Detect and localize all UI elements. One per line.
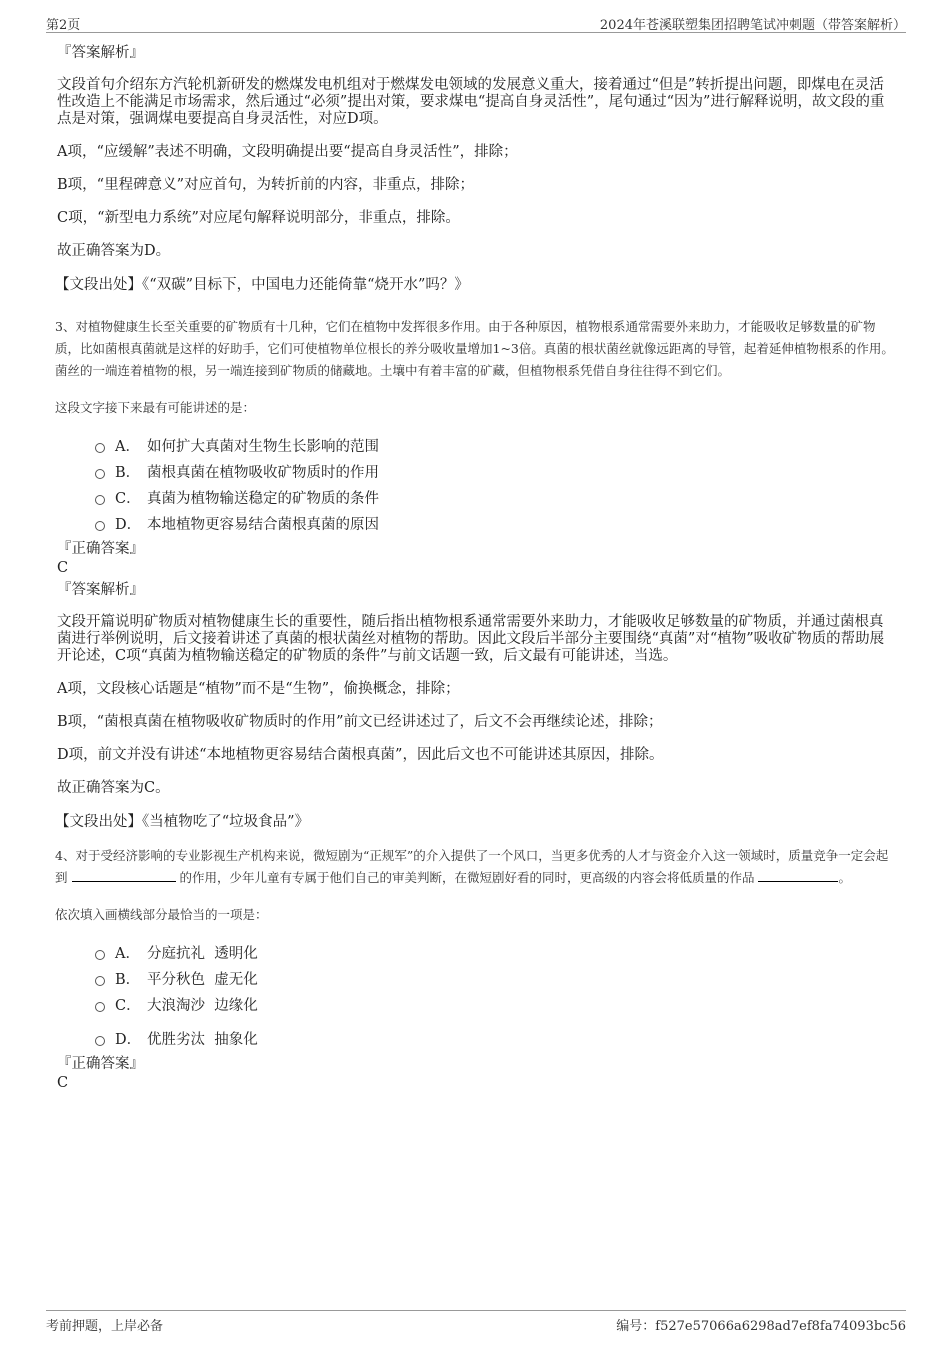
q3-option-d[interactable]: D． 本地植物更容易结合菌根真菌的原因 xyxy=(95,510,895,536)
q2-option-a-explanation: A项，“应缓解”表述不明确，文段明确提出要“提高自身灵活性”，排除； xyxy=(57,144,518,160)
q3-option-b[interactable]: B． 菌根真菌在植物吸收矿物质时的作用 xyxy=(95,458,895,484)
document-body xyxy=(55,44,895,1096)
radio-icon[interactable] xyxy=(95,1036,105,1046)
q4-option-c[interactable]: C． 大浪淘沙 边缘化 xyxy=(95,991,895,1017)
q3-option-a[interactable]: A． 如何扩大真菌对生物生长影响的范围 xyxy=(95,432,895,458)
q3-analysis-tag: 『答案解析』 xyxy=(57,582,144,598)
q3-answer: C xyxy=(57,560,69,576)
q4-option-d[interactable]: D． 优胜劣汰 抽象化 xyxy=(95,1025,895,1051)
q4-option-b[interactable]: B． 平分秋色 虚无化 xyxy=(95,965,895,991)
q2-conclusion: 故正确答案为D。 xyxy=(57,243,171,259)
radio-icon[interactable] xyxy=(95,521,105,531)
page-footer xyxy=(46,1310,906,1333)
q4-prompt: 依次填入画横线部分最恰当的一项是： xyxy=(55,907,268,922)
q3-option-b-explanation: B项，“菌根真菌在植物吸收矿物质时的作用”前文已经讲述过了，后文不会再继续论述，排除； xyxy=(57,714,663,730)
radio-icon[interactable] xyxy=(95,976,105,986)
q4-option-a[interactable]: A． 分庭抗礼 透明化 xyxy=(95,939,895,965)
footer-slogan: 考前押题，上岸必备 xyxy=(46,1319,164,1334)
q2-analysis: 文段首句介绍东方汽轮机新研发的燃煤发电机组对于燃煤发电领域的发展意义重大，接着通过“但是”转折提出问题，即煤电在灵活性改造上不能满足市场需求，然后通过“必须”提出对策，要求煤电“提高自身灵活性”，尾句通过“因为”进行解释说明，故文段的重点是对策，强调煤电要提高自身灵活性，对应D项。 xyxy=(57,77,885,127)
q4-answer-tag: 『正确答案』 xyxy=(57,1056,144,1072)
q3-answer-tag: 『正确答案』 xyxy=(57,541,144,557)
q4-answer: C xyxy=(57,1075,69,1091)
radio-icon[interactable] xyxy=(95,1002,105,1012)
q2-source: 【文段出处】《“双碳”目标下，中国电力还能倚靠“烧开水”吗？》 xyxy=(55,277,469,293)
page-header xyxy=(46,12,906,33)
q3-source: 【文段出处】《当植物吃了“垃圾食品”》 xyxy=(55,814,310,830)
radio-icon[interactable] xyxy=(95,950,105,960)
radio-icon[interactable] xyxy=(95,495,105,505)
q3-prompt: 这段文字接下来最有可能讲述的是： xyxy=(55,400,256,415)
q2-option-b-explanation: B项，“里程碑意义”对应首句，为转折前的内容，非重点，排除； xyxy=(57,177,474,193)
q4-options xyxy=(95,939,895,1051)
q3-option-a-explanation: A项，文段核心话题是“植物”而不是“生物”，偷换概念，排除； xyxy=(57,681,460,697)
q3-conclusion: 故正确答案为C。 xyxy=(57,780,170,796)
fill-blank-2 xyxy=(758,869,838,882)
q3-options xyxy=(95,432,895,536)
q3-option-c[interactable]: C． 真菌为植物输送稳定的矿物质的条件 xyxy=(95,484,895,510)
q3-option-d-explanation: D项，前文并没有讲述“本地植物更容易结合菌根真菌”，因此后文也不可能讲述其原因，排除。 xyxy=(57,747,664,763)
fill-blank-1 xyxy=(72,869,176,882)
q2-analysis-tag: 『答案解析』 xyxy=(57,45,144,61)
page-number: 第2页 xyxy=(46,18,81,33)
q4-question-text: 4、对于受经济影响的专业影视生产机构来说，微短剧为“正规军”的介入提供了一个风口，当更多优秀的人才与资金介入这一领域时，质量竞争一定会起到 的作用，少年儿童有专属于他们自己的审美判断，在微短剧好看的同时，更高级的内容会将低质量的作品 。 xyxy=(55,848,889,885)
radio-icon[interactable] xyxy=(95,443,105,453)
document-title: 2024年苍溪联塑集团招聘笔试冲刺题（带答案解析） xyxy=(599,18,906,33)
q2-option-c-explanation: C项，“新型电力系统”对应尾句解释说明部分，非重点，排除。 xyxy=(57,210,460,226)
document-id: 编号：f527e57066a6298ad7ef8fa74093bc56 xyxy=(616,1319,906,1334)
q3-question-text: 3、对植物健康生长至关重要的矿物质有十几种，它们在植物中发挥很多作用。由于各种原因，植物根系通常需要外来助力，才能吸收足够数量的矿物质，比如菌根真菌就是这样的好助手，它们可使植物单位根长的养分吸收量增加1~3倍。真菌的根状菌丝就像远距离的导管，起着延伸植物根系的作用。菌丝的一端连着植物的根，另一端连接到矿物质的储藏地。土壤中有着丰富的矿藏，但植物根系凭借自身往往得不到它们。 xyxy=(55,319,894,378)
q3-analysis: 文段开篇说明矿物质对植物健康生长的重要性，随后指出植物根系通常需要外来助力，才能吸收足够数量的矿物质，并通过菌根真菌进行举例说明，后文接着讲述了真菌的根状菌丝对植物的帮助。因此文段后半部分主要围绕“真菌”对“植物”吸收矿物质的帮助展开论述，C项“真菌为植物输送稳定的矿物质的条件”与前文话题一致，后文最有可能讲述，当选。 xyxy=(57,614,885,664)
radio-icon[interactable] xyxy=(95,469,105,479)
